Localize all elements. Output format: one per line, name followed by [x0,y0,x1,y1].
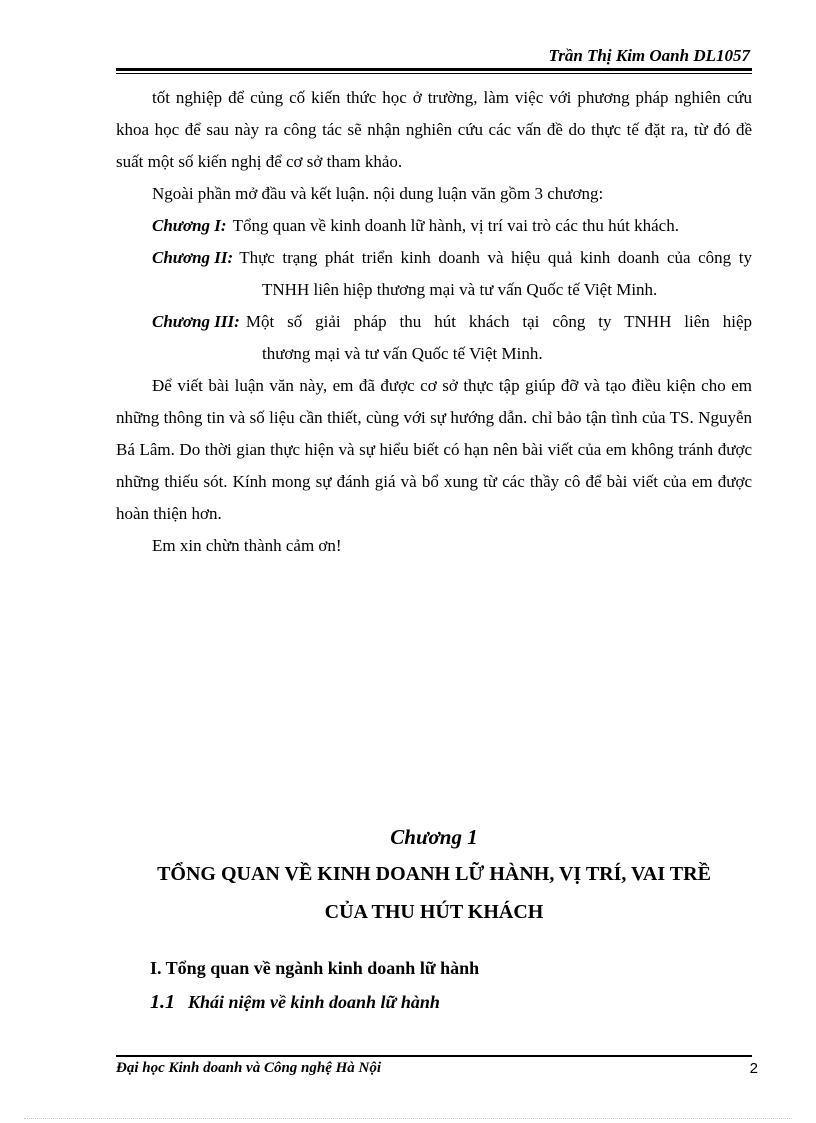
chapter-desc-line: Tổng quan về kinh doanh lữ hành, vị trí vai trò các thu hút khách. [232,216,679,235]
chapter-title: Chương 1 [390,825,478,849]
chapter-desc-line-2: thương mại và tư vấn Quốc tế Việt Minh. [262,344,543,363]
paragraph-3: Để viết bài luận văn này, em đã được cơ sở thực tập giúp đỡ và tạo điều kiện cho em những thông tin và số liệu cần thiết, cùng với sự hướng dẫn. chỉ bảo tận tình của TS. Nguyễn Bá Lâm. Do thời gian thực hiện và sự hiểu biết có hạn nên bài viết của em không tránh được những thiếu sót. Kính mong sự đánh giá và bổ xung từ các thầy cô để bài viết của em được hoàn thiện hơn. [116,376,752,523]
paragraph-4: Em xin chừn thành cảm ơn! [152,536,342,555]
chapter-label: Chương II: [152,248,234,267]
chapter-desc-line: Thực trạng phát triển kinh doanh và hiệu quả kinh doanh của công ty [239,248,752,267]
footer-university: Đại học Kinh doanh và Công nghệ Hà Nội [116,1060,382,1076]
header-rule [116,68,752,71]
section-number: 1.1 [150,991,175,1013]
chapter-desc-line: Một số giải pháp thu hút khách tại công ty TNHH liên hiệp [245,312,752,331]
chapter-label: Chương I: [152,216,227,235]
footer-rule [116,1055,752,1057]
body-text [116,82,752,562]
section-heading-1-1 [150,991,440,1014]
chapter-desc [239,242,752,274]
header-author: Trần Thị Kim Oanh DL1057 [548,46,750,65]
chapter-heading-line-1: TỔNG QUAN VỀ KINH DOANH LỮ HÀNH, VỊ TRÍ, VAI TRỀ [157,863,711,885]
chapter-desc-line-2: TNHH liên hiệp thương mại và tư vấn Quốc tế Việt Minh. [262,280,658,299]
chapter-heading-line-2: CỦA THU HÚT KHÁCH [324,901,544,923]
chapter-desc [246,306,752,338]
page-number: 2 [749,1060,758,1077]
chapter-item-3 [152,306,752,338]
section-heading-1: I. Tổng quan về ngành kinh doanh lữ hành [150,958,480,978]
paragraph-2: Ngoài phần mở đầu và kết luận. nội dung luận văn gồm 3 chương: [152,184,604,203]
chapter-heading [116,855,752,931]
section-title: Khái niệm về kinh doanh lữ hành [188,992,440,1012]
header-rule-thin [116,73,752,74]
chapter-item-2 [152,242,752,274]
chapter-desc [233,210,752,242]
chapter-label: Chương III: [152,312,240,331]
chapter-item-1 [152,210,752,242]
page-boundary [24,1118,792,1119]
paragraph-1: tốt nghiệp để củng cố kiến thức học ở trường, làm việc với phương pháp nghiên cứu khoa học để sau này ra công tác sẽ nhận nghiên cứu các vấn đề do thực tế đặt ra, từ đó đề suất một số kiến nghị để cơ sở tham khảo. [116,88,752,171]
